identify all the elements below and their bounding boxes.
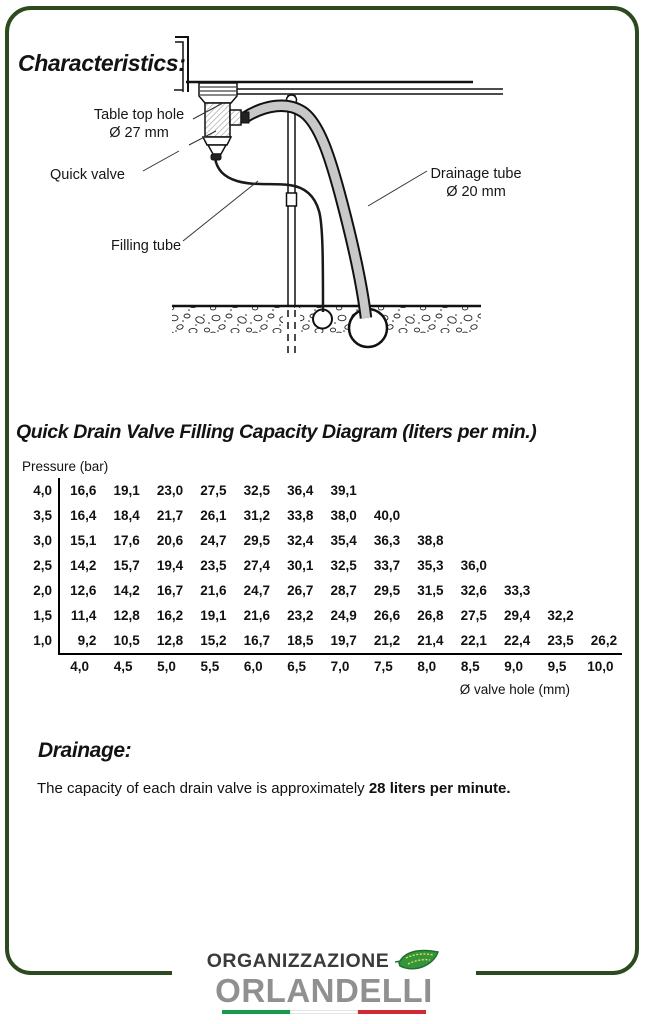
label-filling-tube: Filling tube: [111, 238, 182, 254]
axis-cell: 5,5: [200, 659, 220, 674]
value-cell: 21,2: [373, 633, 401, 648]
value-cell: 16,6: [70, 483, 97, 498]
value-cell: 32,5: [330, 558, 357, 573]
characteristics-heading: Characteristics:: [18, 50, 186, 76]
value-cell: 35,3: [417, 558, 444, 573]
axis-cell: 5,0: [157, 659, 176, 674]
value-cell: 16,4: [70, 508, 97, 523]
flag-white-segment: [290, 1010, 358, 1014]
value-cell: 14,2: [113, 583, 140, 598]
flag-green-segment: [222, 1010, 290, 1014]
value-cell: 26,7: [287, 583, 314, 598]
value-cell: 36,3: [373, 533, 401, 548]
value-cell: 15,2: [200, 633, 227, 648]
value-cell: 12,8: [156, 633, 184, 648]
value-cell: 32,5: [243, 483, 270, 498]
value-cell: 39,1: [330, 483, 357, 498]
valve-hole-axis-label: Ø valve hole (mm): [459, 682, 570, 697]
value-cell: 27,4: [243, 558, 270, 573]
value-cell: 26,6: [373, 608, 401, 623]
value-cell: 12,8: [113, 608, 140, 623]
value-cell: 10,5: [113, 633, 140, 648]
capacity-table: [14, 478, 624, 674]
drainage-text: The capacity of each drain valve is approximately: [37, 780, 369, 797]
value-cell: 32,6: [460, 583, 487, 598]
value-cell: 35,4: [330, 533, 357, 548]
company-logo: [172, 934, 476, 1014]
value-cell: 22,4: [504, 633, 531, 648]
value-cell: 17,6: [113, 533, 140, 548]
value-cell: 19,1: [113, 483, 140, 498]
axis-cell: 9,5: [547, 659, 567, 674]
axis-cell: 8,5: [460, 659, 480, 674]
value-cell: 23,5: [547, 633, 574, 648]
drainage-heading: Drainage:: [38, 739, 132, 762]
axis-cell: 6,0: [243, 659, 263, 674]
value-cell: 19,4: [156, 558, 184, 573]
value-cell: 33,3: [504, 583, 531, 598]
value-cell: 26,1: [200, 508, 227, 523]
value-cell: 33,7: [373, 558, 401, 573]
value-cell: 33,8: [287, 508, 314, 523]
value-cell: 23,0: [156, 483, 184, 498]
value-cell: 31,5: [417, 583, 444, 598]
pressure-axis-label: Pressure (bar): [22, 459, 109, 474]
value-cell: 22,1: [460, 633, 487, 648]
value-cell: 20,6: [156, 533, 184, 548]
value-cell: 40,0: [373, 508, 401, 523]
value-cell: 16,7: [243, 633, 270, 648]
axis-cell: 4,0: [70, 659, 90, 674]
value-cell: 19,7: [330, 633, 357, 648]
drainage-text-bold: 28 liters per minute.: [368, 780, 511, 797]
drainage-paragraph: [37, 780, 597, 797]
capacity-table-title: Quick Drain Valve Filling Capacity Diagram (liters per min.): [16, 421, 537, 443]
value-cell: 21,6: [243, 608, 270, 623]
value-cell: 23,2: [287, 608, 314, 623]
capacity-table-rows: [14, 478, 624, 653]
table-row: [14, 603, 624, 628]
value-cell: 11,4: [70, 608, 97, 623]
value-cell: 29,5: [373, 583, 401, 598]
axis-cell: 9,0: [504, 659, 523, 674]
value-cell: 12,6: [70, 583, 97, 598]
table-row: [14, 628, 624, 653]
value-cell: 23,5: [200, 558, 227, 573]
value-cell: 24,9: [330, 608, 357, 623]
table-row: [14, 553, 624, 578]
table-row: [14, 478, 624, 503]
value-cell: 36,4: [287, 483, 314, 498]
pressure-cell: 3,5: [33, 508, 52, 523]
value-cell: 19,1: [200, 608, 227, 623]
value-cell: 28,7: [330, 583, 357, 598]
table-row: [14, 578, 624, 603]
value-cell: 24,7: [243, 583, 270, 598]
table-row: [14, 528, 624, 553]
value-cell: 14,2: [70, 558, 97, 573]
flag-red-segment: [358, 1010, 426, 1014]
value-cell: 38,0: [330, 508, 357, 523]
axis-cell: 7,0: [330, 659, 350, 674]
pressure-cell: 1,0: [33, 633, 52, 648]
pressure-cell: 4,0: [33, 483, 52, 498]
value-cell: 15,1: [70, 533, 97, 548]
value-cell: 29,5: [243, 533, 270, 548]
table-row: [14, 503, 624, 528]
value-cell: 21,6: [200, 583, 227, 598]
value-cell: 27,5: [200, 483, 227, 498]
value-cell: 15,7: [113, 558, 140, 573]
label-quick-valve: Quick valve: [50, 167, 125, 183]
pressure-cell: 1,5: [33, 608, 52, 623]
value-cell: 32,4: [287, 533, 314, 548]
value-cell: 29,4: [504, 608, 531, 623]
value-cell: 31,2: [243, 508, 270, 523]
logo-orlandelli-text: ORLANDELLI: [215, 972, 433, 1009]
axis-cell: 6,5: [287, 659, 307, 674]
valve-hole-axis: [14, 653, 624, 674]
axis-cell: 10,0: [587, 659, 614, 674]
value-cell: 24,7: [200, 533, 227, 548]
value-cell: 18,4: [113, 508, 140, 523]
label-drainage-tube: Drainage tube Ø 20 mm: [430, 166, 522, 200]
axis-cell: 8,0: [417, 659, 437, 674]
pressure-cell: 3,0: [33, 533, 52, 548]
drainage-tube: [244, 106, 366, 318]
value-cell: 18,5: [287, 633, 314, 648]
value-cell: 16,2: [156, 608, 184, 623]
value-cell: 21,4: [417, 633, 444, 648]
pressure-cell: 2,0: [33, 583, 52, 598]
value-cell: 21,7: [156, 508, 184, 523]
value-cell: 36,0: [460, 558, 487, 573]
italian-flag-bar: [222, 1010, 426, 1014]
value-cell: 26,8: [417, 608, 444, 623]
value-cell: 26,2: [590, 633, 618, 648]
value-cell: 9,2: [77, 633, 97, 648]
value-cell: 16,7: [156, 583, 184, 598]
filling-tube: [215, 158, 323, 312]
value-cell: 30,1: [287, 558, 314, 573]
axis-cell: 4,5: [113, 659, 133, 674]
value-cell: 27,5: [460, 608, 487, 623]
value-cell: 32,2: [547, 608, 574, 623]
logo-organizzazione-text: ORGANIZZAZIONE: [206, 949, 390, 972]
pressure-cell: 2,5: [33, 558, 52, 573]
filling-tube-socket: [313, 310, 332, 329]
label-table-top-hole: Table top hole Ø 27 mm: [93, 107, 185, 141]
value-cell: 38,8: [417, 533, 444, 548]
axis-cell: 7,5: [374, 659, 393, 674]
